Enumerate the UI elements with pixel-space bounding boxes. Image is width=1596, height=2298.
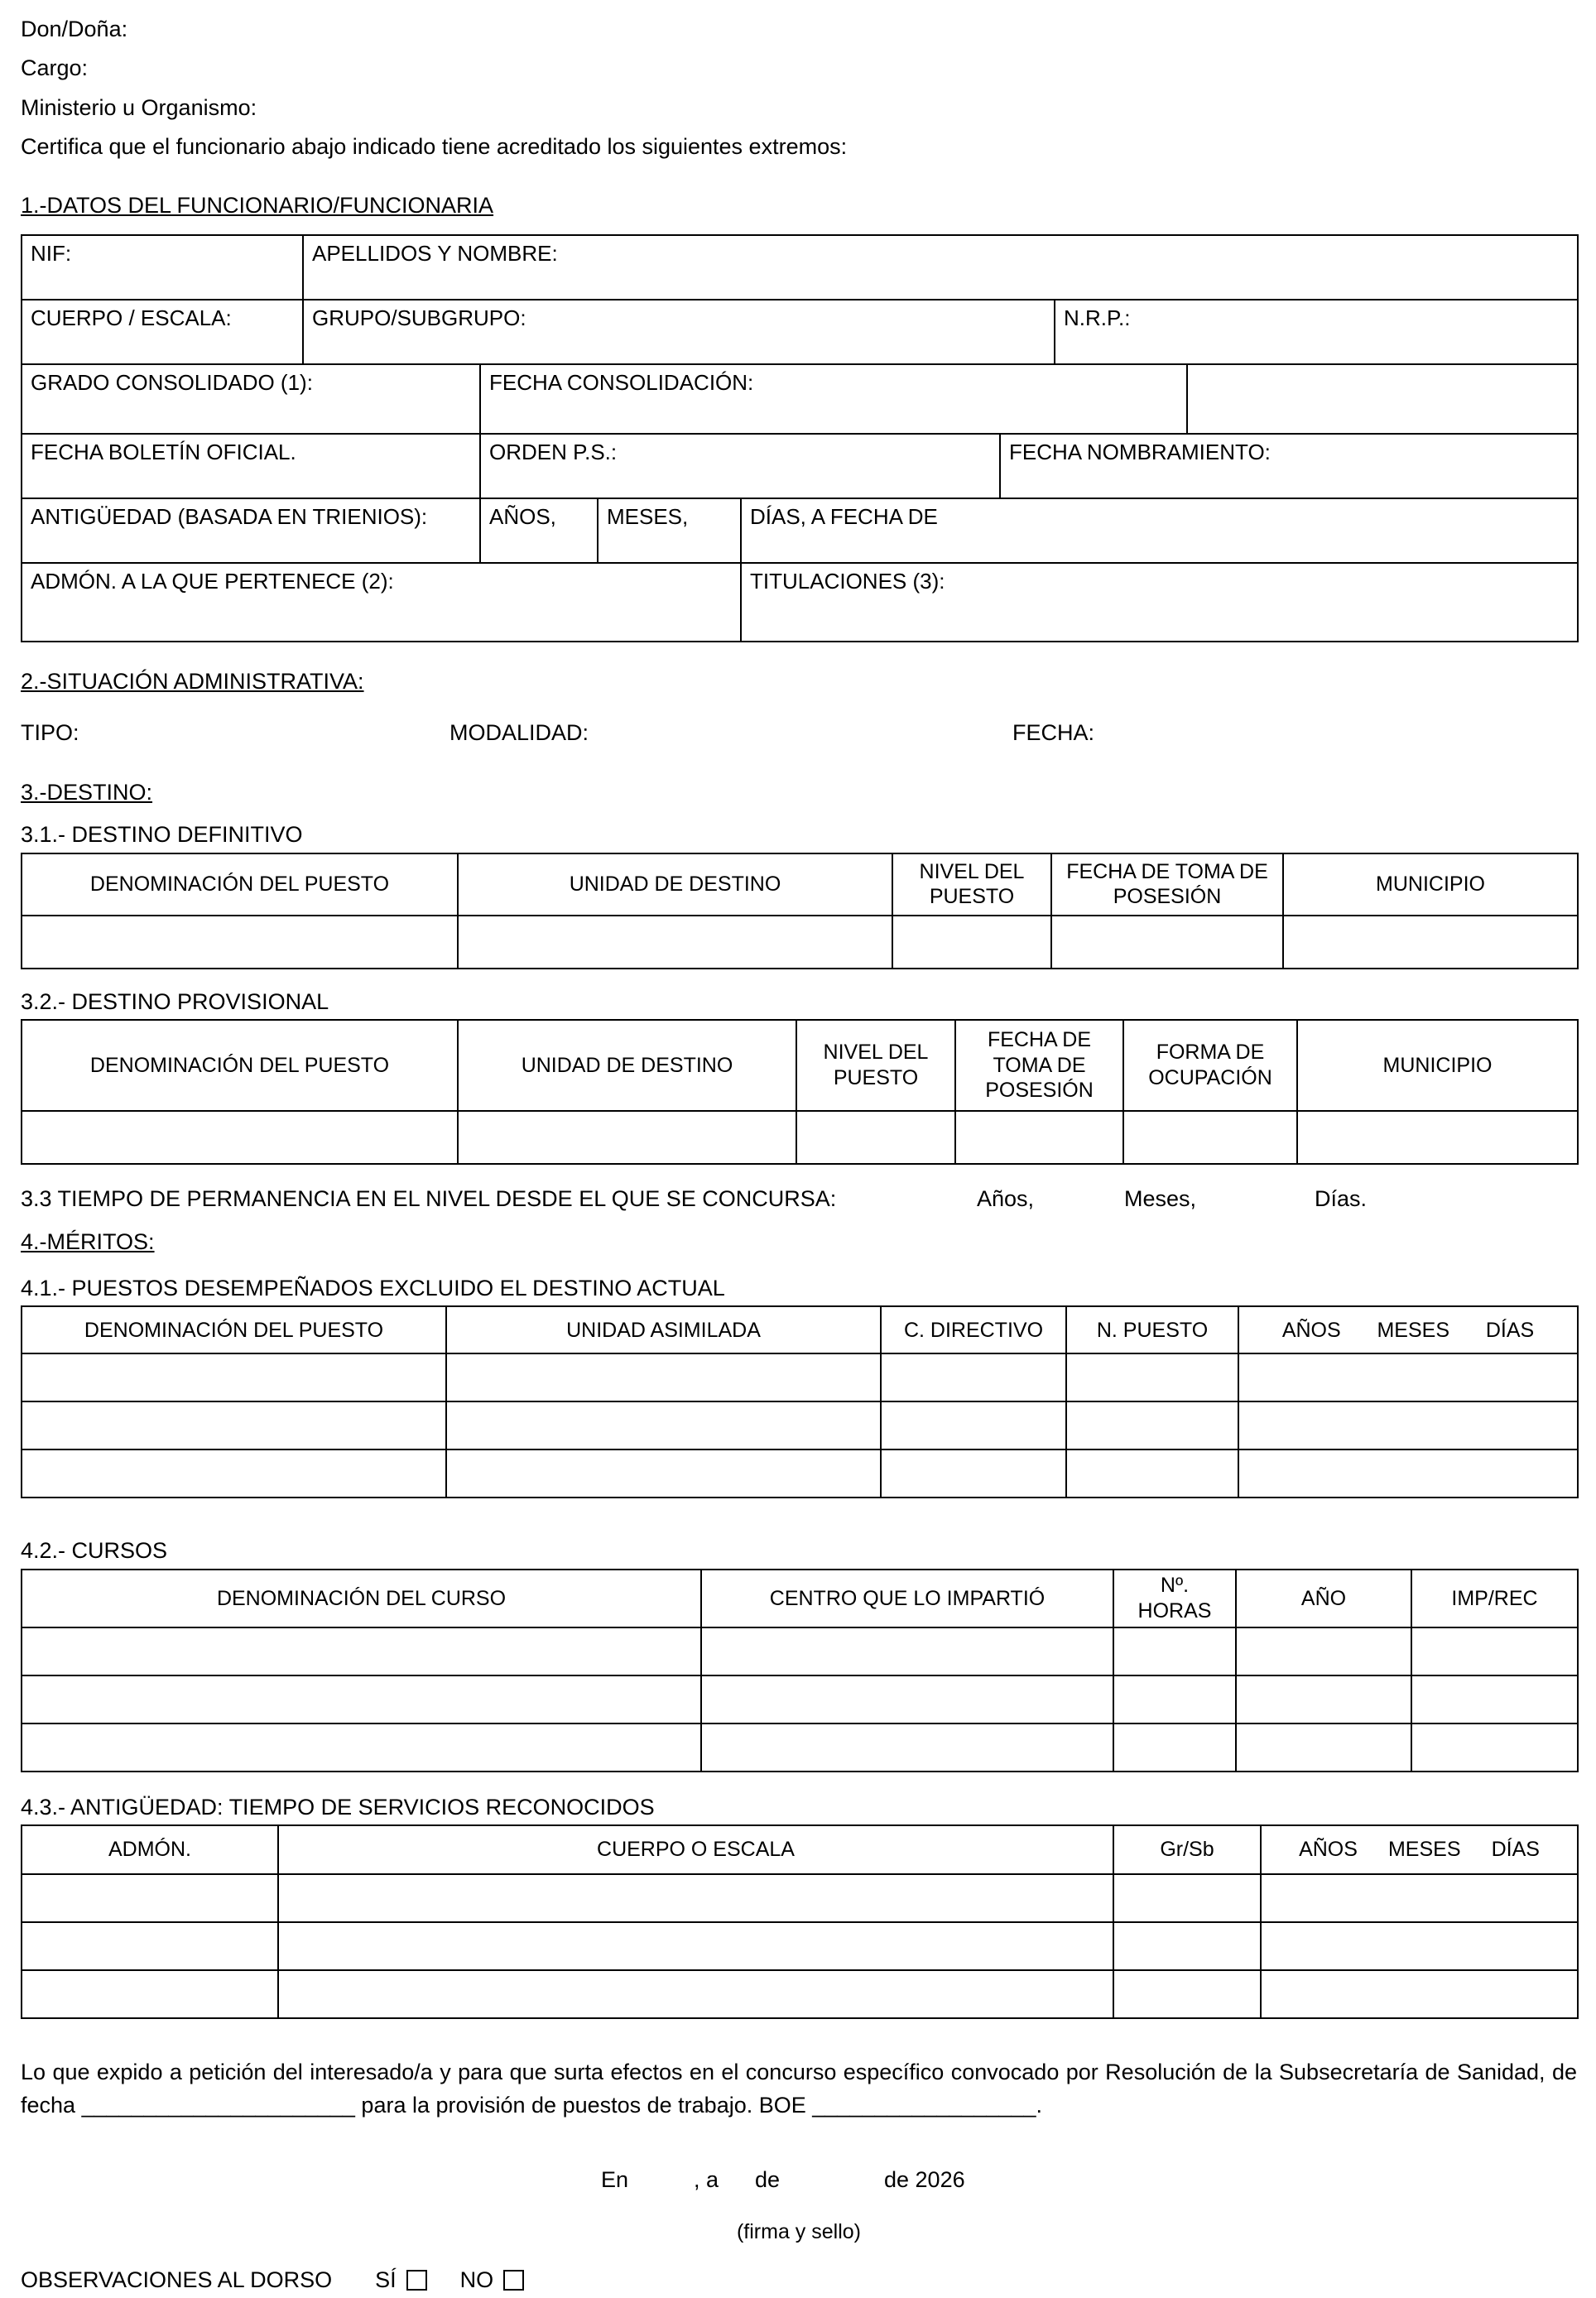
col-gr-sb: Gr/Sb — [1113, 1825, 1261, 1874]
empty-data-cell — [796, 1111, 955, 1164]
fecha-boletin-field-cell: FECHA BOLETÍN OFICIAL. — [22, 434, 480, 498]
empty-data-cell — [955, 1111, 1123, 1164]
closing-text-1: Lo que expido a petición del interesado/a y para que surta efectos en el concurso específico convocado por Resolución de la Subsecretaría de Sanidad, de fecha — [21, 2060, 1577, 2118]
empty-data-cell — [892, 916, 1051, 969]
empty-table-row — [22, 1111, 1578, 1164]
col-denominacion-curso: DENOMINACIÓN DEL CURSO — [22, 1570, 701, 1627]
empty-data-cell — [1123, 1111, 1297, 1164]
dias-header: DÍAS — [1485, 1318, 1535, 1342]
empty-data-cell — [458, 916, 892, 969]
empty-data-cell — [22, 1111, 458, 1164]
col-nivel-puesto: NIVEL DEL PUESTO — [892, 853, 1051, 916]
col-denominacion-puesto: DENOMINACIÓN DEL PUESTO — [22, 1020, 458, 1111]
empty-data-cell — [1236, 1675, 1411, 1724]
meses-header: MESES — [1377, 1318, 1450, 1342]
table-row — [22, 498, 1578, 563]
cargo-label: Cargo: — [21, 55, 89, 81]
dias-label: Días. — [1315, 1185, 1368, 1211]
apellidos-nombre-field-cell: APELLIDOS Y NOMBRE: — [303, 235, 1578, 300]
empty-table-row — [22, 1724, 1578, 1772]
empty-data-cell — [446, 1401, 881, 1449]
table-header-row — [22, 1570, 1578, 1627]
empty-data-cell — [1411, 1675, 1578, 1724]
anos-header: AÑOS — [1281, 1318, 1341, 1342]
empty-data-cell — [1411, 1724, 1578, 1772]
fecha-consolidacion-field-cell: FECHA CONSOLIDACIÓN: — [480, 364, 1187, 434]
empty-data-cell — [1066, 1401, 1238, 1449]
closing-period: . — [1036, 2093, 1043, 2118]
empty-data-cell — [22, 1627, 701, 1675]
grado-consolidado-field-cell: GRADO CONSOLIDADO (1): — [22, 364, 480, 434]
intro-block — [21, 17, 1577, 160]
table-row — [22, 235, 1578, 300]
empty-data-cell — [278, 1970, 1113, 2018]
col-admon: ADMÓN. — [22, 1825, 278, 1874]
modalidad-label: MODALIDAD: — [449, 719, 589, 745]
no-checkbox[interactable] — [503, 2270, 524, 2291]
empty-data-cell — [22, 916, 458, 969]
de-ano-label: de 2026 — [884, 2167, 965, 2193]
closing-text-2: para la provisión de puestos de trabajo. BOE — [354, 2093, 813, 2118]
empty-data-cell — [1238, 1401, 1578, 1449]
empty-data-cell — [278, 1874, 1113, 1922]
funcionario-data-table — [21, 234, 1579, 642]
col-fecha-toma-posesion: FECHA DE TOMA DE POSESIÓN — [955, 1020, 1123, 1111]
section-4-title: 4.-MÉRITOS: — [21, 1228, 155, 1254]
empty-data-cell — [1411, 1627, 1578, 1675]
section-3-1-title: 3.1.- DESTINO DEFINITIVO — [21, 822, 303, 848]
tiempo-permanencia-line — [21, 1186, 1577, 1214]
empty-data-cell — [881, 1353, 1066, 1401]
empty-data-cell — [1261, 1874, 1578, 1922]
no-label: NO — [459, 2267, 494, 2293]
observaciones-line — [21, 2267, 1577, 2293]
en-label: En — [601, 2167, 629, 2193]
empty-table-row — [22, 1922, 1578, 1970]
col-municipio: MUNICIPIO — [1297, 1020, 1578, 1111]
col-forma-ocupacion: FORMA DE OCUPACIÓN — [1123, 1020, 1297, 1111]
section-3-title: 3.-DESTINO: — [21, 779, 153, 805]
empty-data-cell — [22, 1675, 701, 1724]
antiguedad-servicios-table — [21, 1824, 1579, 2019]
empty-table-row — [22, 1401, 1578, 1449]
col-unidad-asimilada: UNIDAD ASIMILADA — [446, 1306, 881, 1353]
table-header-row — [22, 1825, 1578, 1874]
empty-data-cell — [1113, 1970, 1261, 2018]
empty-table-row — [22, 1675, 1578, 1724]
empty-data-cell — [1297, 1111, 1578, 1164]
situacion-administrativa-line — [21, 720, 1577, 748]
col-denominacion-puesto: DENOMINACIÓN DEL PUESTO — [22, 1306, 446, 1353]
dias-header: DÍAS — [1491, 1838, 1540, 1862]
empty-table-row — [22, 1874, 1578, 1922]
grupo-subgrupo-field-cell: GRUPO/SUBGRUPO: — [303, 300, 1055, 364]
dias-a-fecha-field-cell: DÍAS, A FECHA DE — [741, 498, 1578, 563]
date-line — [21, 2167, 1577, 2195]
empty-data-cell — [1238, 1449, 1578, 1498]
tiempo-permanencia-label: 3.3 TIEMPO DE PERMANENCIA EN EL NIVEL DESDE EL QUE SE CONCURSA: — [21, 1185, 837, 1211]
closing-paragraph — [21, 2055, 1577, 2122]
destino-provisional-table — [21, 1019, 1579, 1165]
destino-definitivo-table — [21, 853, 1579, 969]
section-4-2-title: 4.2.- CURSOS — [21, 1538, 168, 1564]
col-c-directivo: C. DIRECTIVO — [881, 1306, 1066, 1353]
don-dona-label: Don/Doña: — [21, 17, 128, 41]
table-row — [22, 300, 1578, 364]
col-anos-meses-dias — [1238, 1306, 1578, 1353]
table-row — [22, 434, 1578, 498]
table-header-row — [22, 1020, 1578, 1111]
boe-blank-line: __________________ — [812, 2093, 1036, 2118]
fecha-label: FECHA: — [1012, 719, 1095, 745]
empty-data-cell — [701, 1627, 1113, 1675]
empty-data-cell — [1066, 1353, 1238, 1401]
empty-data-cell — [22, 1449, 446, 1498]
meses-label: Meses, — [1124, 1185, 1197, 1211]
fecha-nombramiento-field-cell: FECHA NOMBRAMIENTO: — [1000, 434, 1578, 498]
col-nivel-puesto: NIVEL DEL PUESTO — [796, 1020, 955, 1111]
col-anos-meses-dias — [1261, 1825, 1578, 1874]
col-unidad-destino: UNIDAD DE DESTINO — [458, 1020, 796, 1111]
empty-data-cell — [1261, 1970, 1578, 2018]
empty-data-cell — [1113, 1874, 1261, 1922]
empty-data-cell — [22, 1401, 446, 1449]
empty-table-row — [22, 1627, 1578, 1675]
antiguedad-field-cell: ANTIGÜEDAD (BASADA EN TRIENIOS): — [22, 498, 480, 563]
section-4-1-title: 4.1.- PUESTOS DESEMPEÑADOS EXCLUIDO EL DESTINO ACTUAL — [21, 1276, 725, 1301]
empty-data-cell — [1113, 1627, 1236, 1675]
ministerio-label: Ministerio u Organismo: — [21, 94, 257, 120]
empty-data-cell — [1113, 1922, 1261, 1970]
col-municipio: MUNICIPIO — [1283, 853, 1578, 916]
cuerpo-escala-field-cell: CUERPO / ESCALA: — [22, 300, 303, 364]
anos-header: AÑOS — [1299, 1838, 1358, 1862]
col-denominacion-puesto: DENOMINACIÓN DEL PUESTO — [22, 853, 458, 916]
empty-data-cell — [1261, 1922, 1578, 1970]
col-n-puesto: N. PUESTO — [1066, 1306, 1238, 1353]
admon-pertenece-field-cell: ADMÓN. A LA QUE PERTENECE (2): — [22, 563, 741, 642]
empty-data-cell — [1236, 1627, 1411, 1675]
empty-data-cell — [22, 1724, 701, 1772]
empty-data-cell — [278, 1922, 1113, 1970]
col-fecha-toma-posesion: FECHA DE TOMA DE POSESIÓN — [1051, 853, 1283, 916]
empty-data-cell — [458, 1111, 796, 1164]
certifica-text: Certifica que el funcionario abajo indicado tiene acreditado los siguientes extremos: — [21, 133, 848, 159]
table-row — [22, 563, 1578, 642]
empty-data-cell — [881, 1401, 1066, 1449]
table-header-row — [22, 853, 1578, 916]
empty-data-cell — [22, 1353, 446, 1401]
col-ano: AÑO — [1236, 1570, 1411, 1627]
empty-data-cell — [446, 1353, 881, 1401]
meses-header: MESES — [1387, 1838, 1461, 1862]
titulaciones-field-cell: TITULACIONES (3): — [741, 563, 1578, 642]
fecha-blank-line: ______________________ — [81, 2093, 355, 2118]
empty-data-cell — [1066, 1449, 1238, 1498]
table-header-row — [22, 1306, 1578, 1353]
col-cuerpo-escala: CUERPO O ESCALA — [278, 1825, 1113, 1874]
si-checkbox[interactable] — [406, 2270, 427, 2291]
empty-data-cell — [701, 1724, 1113, 1772]
empty-data-cell — [1113, 1724, 1236, 1772]
empty-data-cell — [446, 1449, 881, 1498]
col-num-horas: Nº. HORAS — [1113, 1570, 1236, 1627]
empty-data-cell — [1238, 1353, 1578, 1401]
section-3-2-title: 3.2.- DESTINO PROVISIONAL — [21, 988, 329, 1014]
observaciones-label: OBSERVACIONES AL DORSO — [21, 2267, 333, 2293]
section-1-title: 1.-DATOS DEL FUNCIONARIO/FUNCIONARIA — [21, 193, 494, 219]
table-row — [22, 364, 1578, 434]
orden-ps-field-cell: ORDEN P.S.: — [480, 434, 1000, 498]
empty-data-cell — [1113, 1675, 1236, 1724]
empty-data-cell — [1187, 364, 1578, 434]
de-label: de — [755, 2167, 781, 2193]
col-unidad-destino: UNIDAD DE DESTINO — [458, 853, 892, 916]
empty-data-cell — [1051, 916, 1283, 969]
section-2-title: 2.-SITUACIÓN ADMINISTRATIVA: — [21, 668, 364, 694]
empty-table-row — [22, 1353, 1578, 1401]
nif-field-cell: NIF: — [22, 235, 303, 300]
cursos-table — [21, 1569, 1579, 1772]
empty-table-row — [22, 916, 1578, 969]
col-imp-rec: IMP/REC — [1411, 1570, 1578, 1627]
a-label: , a — [694, 2167, 719, 2193]
meses-field-cell: MESES, — [598, 498, 741, 563]
si-label: SÍ — [375, 2267, 397, 2293]
tipo-label: TIPO: — [21, 719, 79, 745]
empty-data-cell — [1236, 1724, 1411, 1772]
puestos-desempenados-table — [21, 1305, 1579, 1498]
anos-field-cell: AÑOS, — [480, 498, 598, 563]
empty-data-cell — [22, 1874, 278, 1922]
section-4-3-title: 4.3.- ANTIGÜEDAD: TIEMPO DE SERVICIOS RECONOCIDOS — [21, 1794, 655, 1820]
empty-data-cell — [22, 1970, 278, 2018]
nrp-field-cell: N.R.P.: — [1055, 300, 1578, 364]
empty-data-cell — [1283, 916, 1578, 969]
anos-label: Años, — [977, 1185, 1035, 1211]
empty-data-cell — [881, 1449, 1066, 1498]
empty-data-cell — [701, 1675, 1113, 1724]
firma-sello-label: (firma y sello) — [736, 2220, 861, 2244]
empty-table-row — [22, 1449, 1578, 1498]
empty-table-row — [22, 1970, 1578, 2018]
col-centro-impartio: CENTRO QUE LO IMPARTIÓ — [701, 1570, 1113, 1627]
empty-data-cell — [22, 1922, 278, 1970]
